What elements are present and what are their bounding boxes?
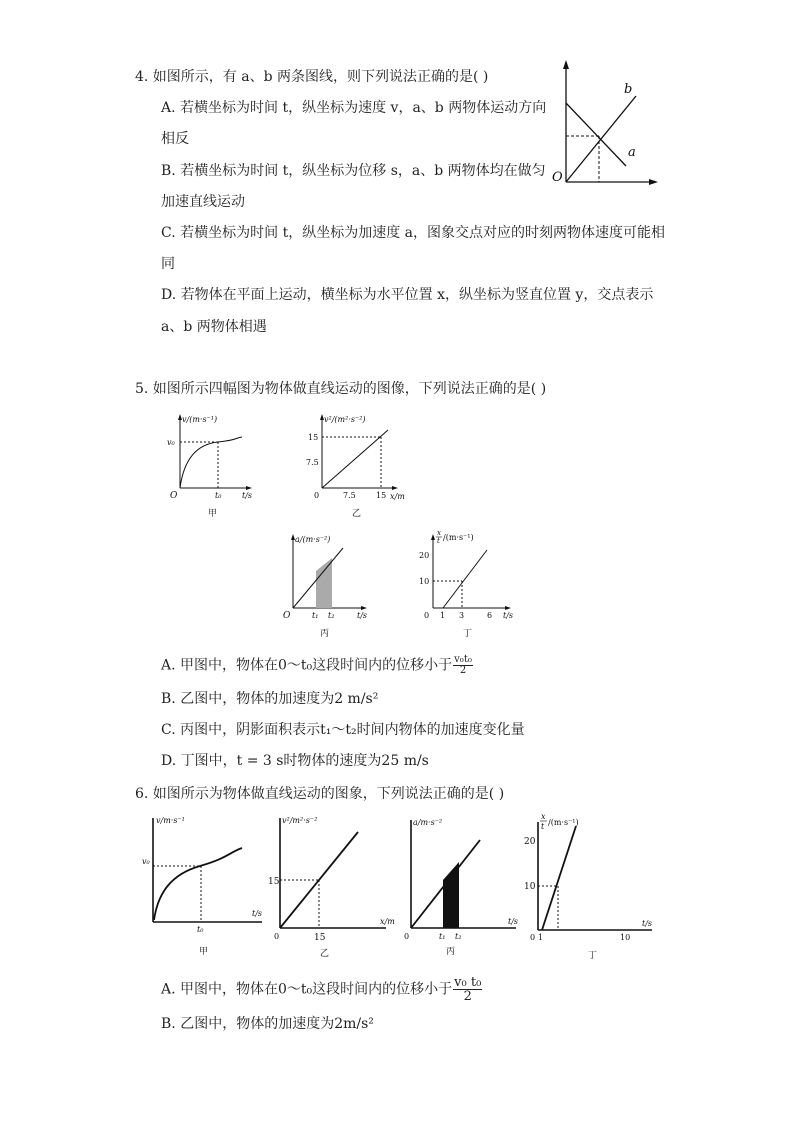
y20-label: 20 [419, 551, 430, 560]
q4-option-c-line1: C. 若横坐标为时间 t，纵坐标为加速度 a，图象交点对应的时刻两物体速度可能相 [161, 225, 665, 241]
t1-label: t₁ [312, 611, 319, 620]
ylabel: a/m·s⁻² [413, 818, 443, 827]
t2-label: t₂ [455, 932, 462, 941]
frac-num: x [437, 529, 441, 537]
y15-label: 15 [268, 877, 280, 887]
y75-label: 7.5 [306, 458, 319, 467]
ylabel: a/(m·s⁻²) [295, 535, 331, 544]
q5-stem: 5. 如图所示四幅图为物体做直线运动的图像，下列说法正确的是( ) [135, 381, 547, 397]
caption: 丙 [320, 629, 330, 639]
caption: 甲 [199, 947, 209, 957]
q4-option-b-line1: B. 若横坐标为时间 t，纵坐标为位移 s，a、b 两物体均在做匀 [161, 163, 546, 179]
x6-label: 6 [487, 611, 493, 620]
q6-graph-ding [520, 812, 660, 962]
frac-denominator: 2 [463, 989, 472, 1004]
v0-label: v₀ [167, 438, 175, 447]
frac-numerator: v₀ t₀ [454, 975, 482, 990]
origin-label: 0 [424, 611, 430, 620]
origin-label: O [552, 170, 563, 185]
caption: 丁 [588, 951, 598, 961]
y10-label: 10 [419, 577, 430, 586]
t2-label: t₂ [328, 611, 335, 620]
caption: 甲 [208, 509, 218, 519]
label-b: b [624, 82, 633, 97]
xlabel: t/s [252, 909, 263, 918]
q6-option-b: B. 乙图中，物体的加速度为2m/s² [161, 1016, 374, 1032]
q4-option-d-line1: D. 若物体在平面上运动，横坐标为水平位置 x，纵坐标为竖直位置 y，交点表示 [161, 287, 654, 303]
x75-label: 7.5 [343, 491, 356, 500]
q4-option-a-line1: A. 若横坐标为时间 t，纵坐标为速度 v，a、b 两物体运动方向 [161, 100, 547, 116]
xlabel: x/m [380, 917, 395, 926]
x15-label: 15 [376, 491, 387, 500]
x15-label: 15 [314, 933, 326, 943]
xlabel: x/m [390, 492, 405, 501]
ylabel: v/(m·s⁻¹) [182, 415, 218, 424]
origin-label: 0 [404, 932, 410, 941]
caption: 乙 [320, 949, 330, 959]
v0-label: v₀ [142, 857, 150, 866]
q4-option-d-line2: a、b 两物体相遇 [161, 319, 267, 335]
caption: 丙 [446, 947, 456, 957]
q5-graph-ding [415, 528, 525, 643]
origin-label: 0 [530, 933, 536, 942]
frac-numerator: v₀t₀ [454, 654, 472, 665]
q4-stem: 4. 如图所示，有 a、b 两条图线，则下列说法正确的是( ) [135, 69, 489, 85]
frac-denominator: 2 [459, 665, 467, 676]
q5-option-c: C. 丙图中，阴影面积表示t₁～t₂时间内物体的加速度变化量 [161, 722, 525, 738]
q6-graph-yi [268, 812, 398, 962]
frac-num: x [541, 812, 546, 821]
q5-option-b: B. 乙图中，物体的加速度为2 m/s² [161, 691, 379, 707]
q5-option-a: A. 甲图中，物体在0～t₀这段时间内的位移小于 $\frac{\text{v₀t₀}}{2}$ [161, 654, 472, 676]
ylabel: v²/(m²·s⁻²) [324, 415, 366, 424]
y10-label: 10 [524, 882, 536, 892]
x10-label: 10 [620, 933, 631, 942]
q4-option-b-line2: 加速直线运动 [161, 194, 245, 210]
caption: 丁 [463, 629, 473, 639]
xlabel: t/s [242, 491, 253, 500]
origin-label: 0 [314, 491, 320, 500]
x3-label: 3 [459, 611, 465, 620]
label-a: a [628, 145, 636, 160]
ylabel: v²/m²·s⁻² [282, 816, 318, 825]
ylabel: /(m·s⁻¹) [548, 818, 579, 827]
t0-label: t₀ [215, 491, 222, 500]
q6-stem: 6. 如图所示为物体做直线运动的图象，下列说法正确的是( ) [135, 786, 505, 802]
ylabel: /(m·s⁻¹) [443, 533, 474, 542]
line-a [566, 103, 626, 166]
q6-graph-jia [140, 812, 270, 962]
q5-graph-bing [275, 528, 385, 643]
frac-den: t [541, 822, 545, 831]
ylabel: v/m·s⁻¹ [156, 816, 185, 825]
q6-graph-bing [398, 812, 523, 962]
x1-label: 1 [440, 611, 446, 620]
origin-label: 0 [274, 932, 280, 941]
caption: 乙 [352, 509, 362, 519]
q4-option-a-line2: 相反 [161, 131, 189, 147]
shaded-area [443, 862, 459, 928]
q4-graph [540, 58, 665, 193]
y20-label: 20 [524, 837, 536, 847]
y15-label: 15 [308, 433, 319, 442]
xlabel: t/s [508, 917, 519, 926]
x1-label: 1 [538, 933, 544, 942]
t0-label: t₀ [197, 925, 204, 934]
xlabel: t/s [357, 611, 368, 620]
q5-option-d: D. 丁图中，t = 3 s时物体的速度为25 m/s [161, 753, 429, 769]
q5-graph-yi [300, 408, 415, 523]
frac-den: t [437, 537, 440, 545]
shaded-area [316, 558, 332, 608]
origin-label: O [283, 611, 291, 621]
origin-label: O [170, 491, 178, 501]
q6-option-a: A. 甲图中，物体在0～t₀这段时间内的位移小于 $\frac{\text{v₀ t₀}}{2}$ [161, 975, 482, 1004]
t1-label: t₁ [439, 932, 446, 941]
q5-graph-jia [160, 408, 270, 523]
q4-option-c-line2: 同 [161, 256, 175, 272]
xlabel: t/s [503, 611, 514, 620]
xlabel: t/s [642, 919, 653, 928]
